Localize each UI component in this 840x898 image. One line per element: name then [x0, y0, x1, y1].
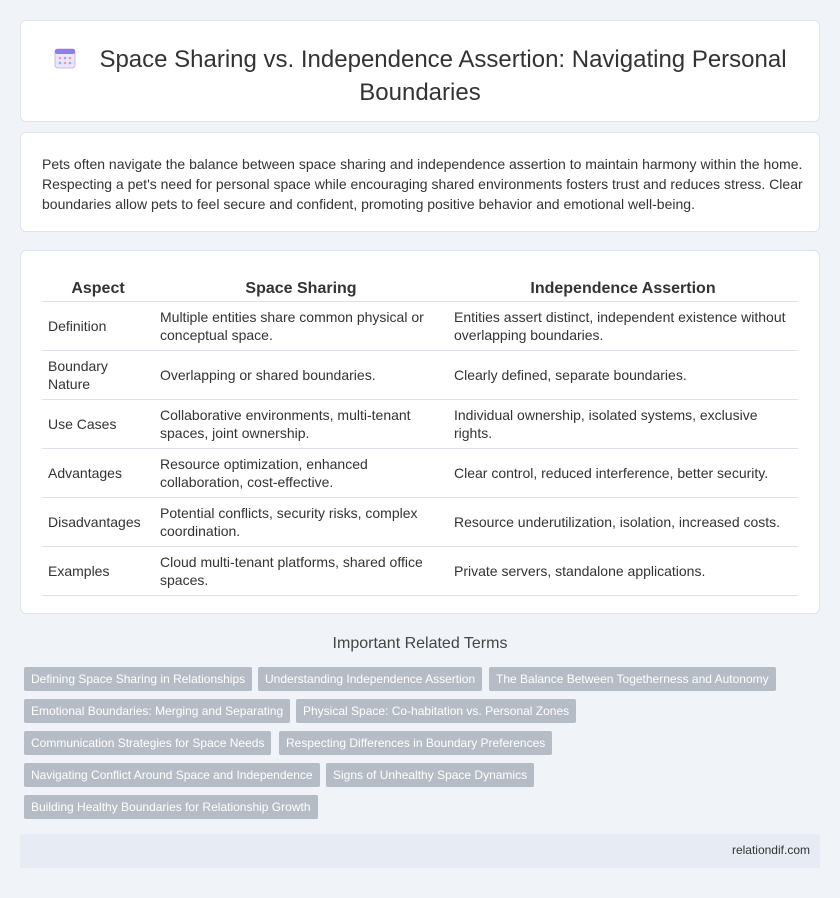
- row-independence: Clearly defined, separate boundaries.: [448, 351, 798, 400]
- row-space-sharing: Collaborative environments, multi-tenant spaces, joint ownership.: [154, 400, 448, 449]
- table-row: [42, 302, 798, 351]
- row-independence: Clear control, reduced interference, better security.: [448, 449, 798, 498]
- title-line-2: Boundaries: [359, 79, 481, 106]
- header-independence-assertion: Independence Assertion: [448, 274, 798, 302]
- related-term-tag[interactable]: Communication Strategies for Space Needs: [24, 731, 271, 755]
- row-aspect: Advantages: [42, 449, 154, 498]
- row-space-sharing: Cloud multi-tenant platforms, shared office spaces.: [154, 547, 448, 596]
- row-aspect: Examples: [42, 547, 154, 596]
- row-space-sharing: Overlapping or shared boundaries.: [154, 351, 448, 400]
- header-aspect: Aspect: [42, 274, 154, 302]
- row-space-sharing: Potential conflicts, security risks, complex coordination.: [154, 498, 448, 547]
- related-term-tag[interactable]: Building Healthy Boundaries for Relationship Growth: [24, 795, 318, 819]
- table-row: [42, 498, 798, 547]
- comparison-table-card: [20, 250, 820, 614]
- row-independence: Entities assert distinct, independent existence without overlapping boundaries.: [448, 302, 798, 351]
- related-term-tag[interactable]: The Balance Between Togetherness and Autonomy: [489, 667, 776, 691]
- footer: [20, 834, 820, 868]
- page-title: [51, 45, 789, 108]
- calendar-icon: [53, 46, 77, 78]
- row-aspect: Definition: [42, 302, 154, 351]
- row-space-sharing: Multiple entities share common physical or conceptual space.: [154, 302, 448, 351]
- table-row: [42, 400, 798, 449]
- related-terms-title: Important Related Terms: [332, 635, 508, 652]
- related-term-tag[interactable]: Signs of Unhealthy Space Dynamics: [326, 763, 534, 787]
- header-card: [20, 20, 820, 122]
- related-term-tag[interactable]: Emotional Boundaries: Merging and Separating: [24, 699, 290, 723]
- table-row: [42, 351, 798, 400]
- row-independence: Resource underutilization, isolation, increased costs.: [448, 498, 798, 547]
- title-line-1: Space Sharing vs. Independence Assertion: Navigating Personal: [99, 46, 787, 73]
- table-header-row: [42, 274, 798, 302]
- row-aspect: Boundary Nature: [42, 351, 154, 400]
- row-aspect: Use Cases: [42, 400, 154, 449]
- related-term-tag[interactable]: Respecting Differences in Boundary Preferences: [279, 731, 552, 755]
- related-term-tag[interactable]: Defining Space Sharing in Relationships: [24, 667, 252, 691]
- intro-card: [20, 132, 820, 232]
- related-term-tag[interactable]: Navigating Conflict Around Space and Independence: [24, 763, 320, 787]
- table-row: [42, 547, 798, 596]
- related-term-tag[interactable]: Physical Space: Co-habitation vs. Personal Zones: [296, 699, 576, 723]
- footer-site-link[interactable]: relationdif.com: [731, 843, 810, 857]
- intro-paragraph: Pets often navigate the balance between space sharing and independence assertion to maintain harmony within the home. Respecting a pet's need for personal space while encouraging shared environments fosters trust and reduces stress. Clear boundaries allow pets to feel secure and confident, promoting positive behavior and emotional well-being.: [42, 156, 803, 212]
- row-space-sharing: Resource optimization, enhanced collaboration, cost-effective.: [154, 449, 448, 498]
- related-term-tag[interactable]: Understanding Independence Assertion: [258, 667, 482, 691]
- table-row: [42, 449, 798, 498]
- row-independence: Individual ownership, isolated systems, exclusive rights.: [448, 400, 798, 449]
- row-aspect: Disadvantages: [42, 498, 154, 547]
- comparison-table: [42, 274, 798, 596]
- header-space-sharing: Space Sharing: [154, 274, 448, 302]
- row-independence: Private servers, standalone applications.: [448, 547, 798, 596]
